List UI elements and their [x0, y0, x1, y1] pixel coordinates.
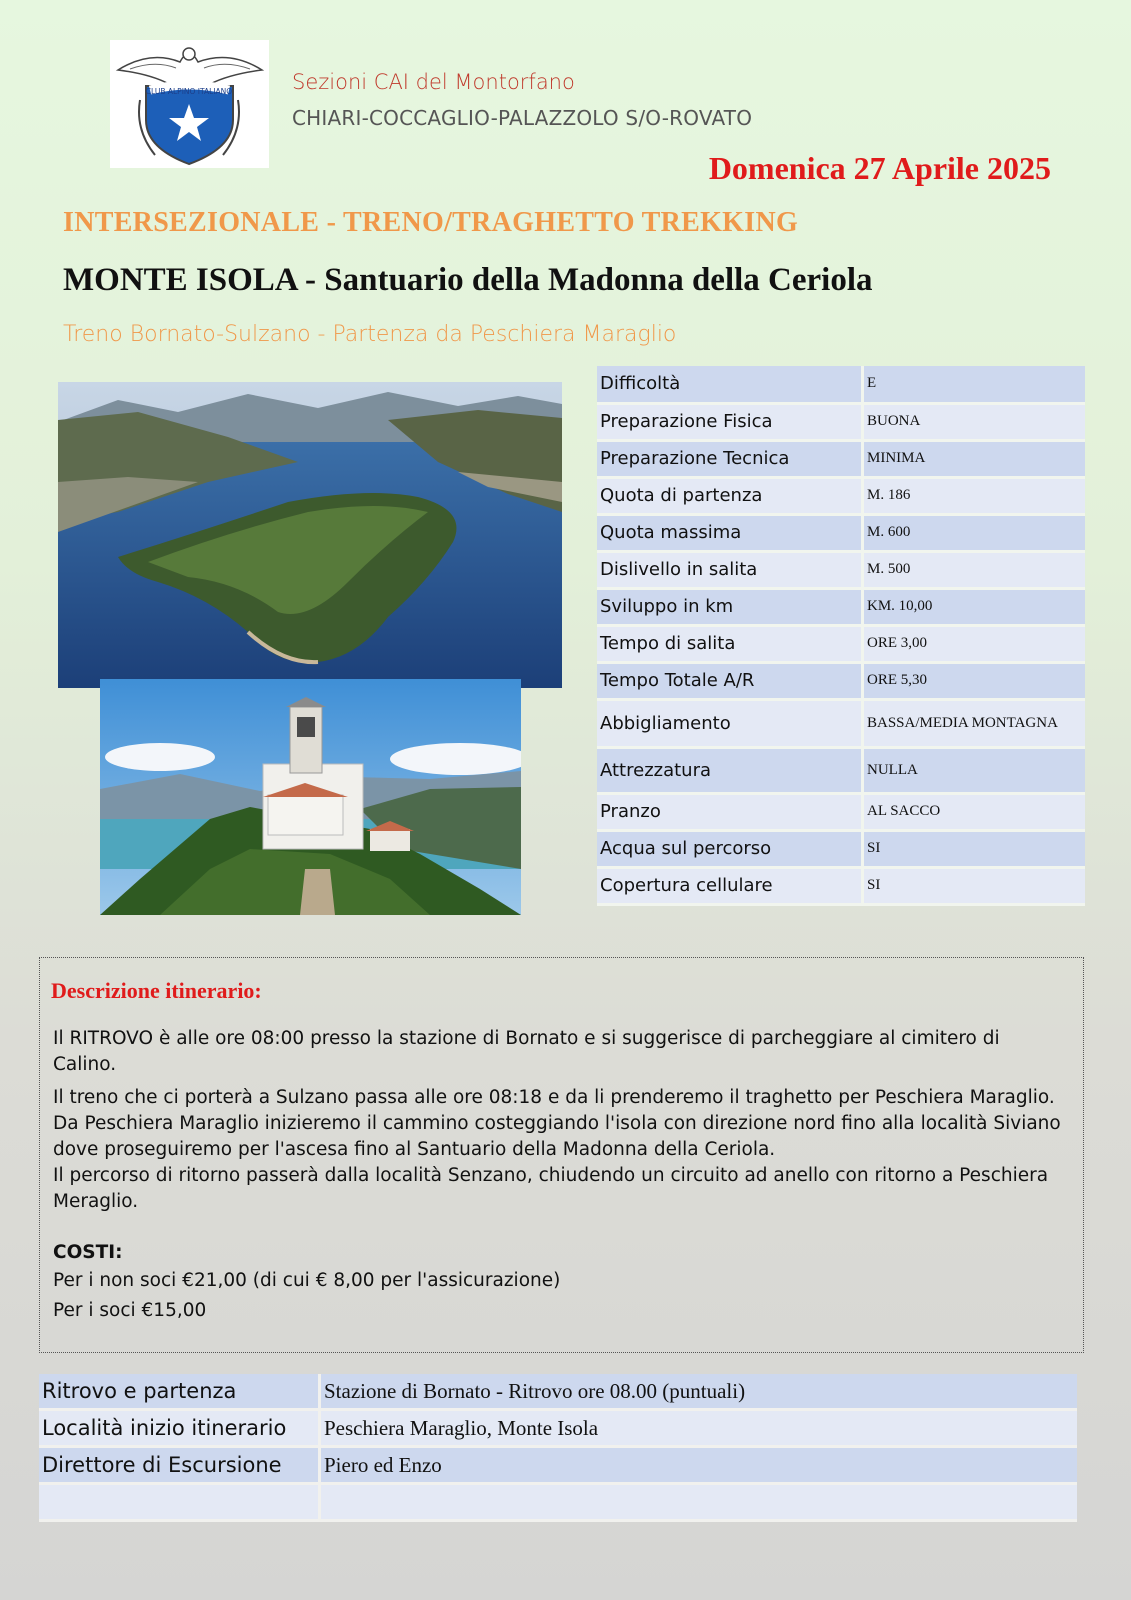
event-type: INTERSEZIONALE - TRENO/TRAGHETTO TREKKING: [63, 207, 799, 238]
table-row: [597, 699, 1085, 747]
event-date: Domenica 27 Aprile 2025: [708, 150, 1051, 186]
cai-logo: [110, 40, 269, 168]
info-label: Preparazione Tecnica: [597, 440, 863, 477]
costs-label: COSTI:: [53, 1242, 123, 1263]
meeting-value: [320, 1484, 1078, 1521]
info-value: M. 600: [863, 514, 1086, 551]
info-value: BUONA: [863, 403, 1086, 440]
description-title: Descrizione itinerario:: [51, 978, 262, 1003]
info-value: SI: [863, 830, 1086, 867]
table-row: [597, 440, 1085, 477]
meeting-table: [39, 1374, 1077, 1522]
info-label: Tempo Totale A/R: [597, 662, 863, 699]
info-value: BASSA/MEDIA MONTAGNA: [863, 699, 1086, 747]
event-title: MONTE ISOLA - Santuario della Madonna della Ceriola: [63, 262, 873, 298]
table-row: [39, 1374, 1077, 1410]
table-row: [39, 1447, 1077, 1484]
info-label: Quota di partenza: [597, 477, 863, 514]
info-value: AL SACCO: [863, 793, 1086, 830]
table-row: [597, 793, 1085, 830]
table-row: [597, 403, 1085, 440]
table-row: [39, 1410, 1077, 1447]
info-value: NULLA: [863, 747, 1086, 793]
info-value: KM. 10,00: [863, 588, 1086, 625]
info-value: E: [863, 366, 1086, 403]
table-row: [597, 747, 1085, 793]
info-value: M. 186: [863, 477, 1086, 514]
trek-info-table: [597, 366, 1085, 906]
cost-non-members: Per i non soci €21,00 (di cui € 8,00 per l'assicurazione): [53, 1270, 561, 1291]
meeting-label: Località inizio itinerario: [39, 1410, 320, 1447]
table-row: [597, 588, 1085, 625]
info-label: Sviluppo in km: [597, 588, 863, 625]
info-label: Pranzo: [597, 793, 863, 830]
table-row: [597, 477, 1085, 514]
info-value: ORE 3,00: [863, 625, 1086, 662]
org-name: Sezioni CAI del Montorfano: [292, 70, 575, 94]
table-row: [597, 662, 1085, 699]
event-subtitle: Treno Bornato-Sulzano - Partenza da Peschiera Maraglio: [63, 322, 677, 347]
info-label: Dislivello in salita: [597, 551, 863, 588]
info-label: Copertura cellulare: [597, 867, 863, 904]
meeting-label: [39, 1484, 320, 1521]
meeting-paragraph: Il RITROVO è alle ore 08:00 presso la stazione di Bornato e si suggerisce di parcheggiare al cimitero di Calino.: [53, 1028, 1000, 1075]
meeting-label: Direttore di Escursione: [39, 1447, 320, 1484]
table-row: [597, 867, 1085, 904]
info-value: ORE 5,30: [863, 662, 1086, 699]
route-paragraph: Il treno che ci porterà a Sulzano passa alle ore 08:18 e da li prenderemo il traghetto per Peschiera Maraglio. Da Peschiera Maraglio inizieremo il cammino costeggiando l'isola con direzione nord fino alla località Siviano dove proseguiremo per l'ascesa fino al Santuario della Madonna della Ceriola. Il percorso di ritorno passerà dalla località Senzano, chiudendo un circuito ad anello con ritorno a Peschiera Meraglio.: [53, 1087, 1061, 1212]
org-sections: CHIARI-COCCAGLIO-PALAZZOLO S/O-ROVATO: [292, 106, 753, 130]
info-value: M. 500: [863, 551, 1086, 588]
info-value: MINIMA: [863, 440, 1086, 477]
table-row: [597, 551, 1085, 588]
info-label: Acqua sul percorso: [597, 830, 863, 867]
info-label: Difficoltà: [597, 366, 863, 403]
sanctuary-photo: [100, 679, 521, 915]
logo-text: CLUB ALPINO ITALIANO: [145, 87, 233, 96]
info-label: Abbigliamento: [597, 699, 863, 747]
table-row: [39, 1484, 1077, 1521]
meeting-label: Ritrovo e partenza: [39, 1374, 320, 1410]
info-label: Quota massima: [597, 514, 863, 551]
meeting-value: Stazione di Bornato - Ritrovo ore 08.00 (puntuali): [320, 1374, 1078, 1410]
meeting-value: Peschiera Maraglio, Monte Isola: [320, 1410, 1078, 1447]
info-label: Preparazione Fisica: [597, 403, 863, 440]
table-row: [597, 514, 1085, 551]
table-row: [597, 625, 1085, 662]
info-value: SI: [863, 867, 1086, 904]
meeting-value: Piero ed Enzo: [320, 1447, 1078, 1484]
table-row: [597, 366, 1085, 403]
table-row: [597, 830, 1085, 867]
lake-photo: [58, 382, 562, 688]
info-label: Tempo di salita: [597, 625, 863, 662]
cost-members: Per i soci €15,00: [53, 1300, 207, 1321]
info-label: Attrezzatura: [597, 747, 863, 793]
